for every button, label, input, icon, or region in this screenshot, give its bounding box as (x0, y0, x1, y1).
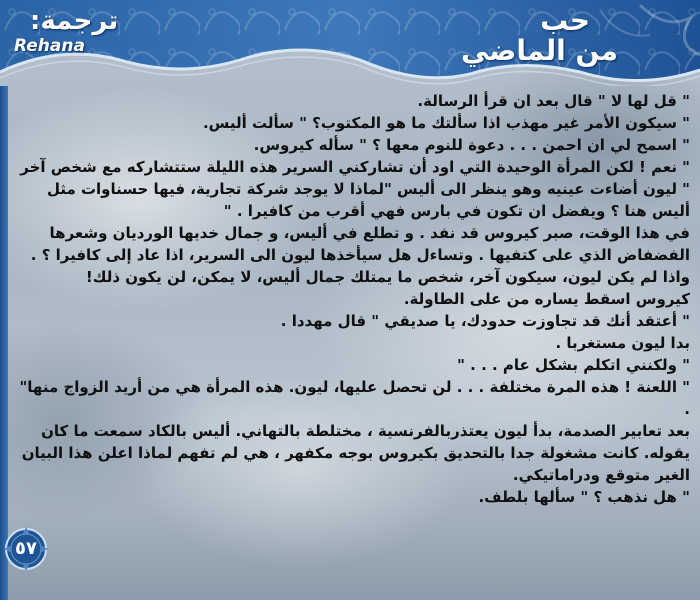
page-number-badge (2, 525, 50, 573)
title-line-2: من الماضي (460, 34, 618, 67)
paragraph: بعد تعابير الصدمة، بدأ ليون يعتذربالفرنسية ، مختلطة بالتهاني. أليس بالكاد سمعت ما كان يقوله. كانت مشغولة جدا بالتحديق بكيروس بوجه مكفهر ، هي لم تفهم لماذا اعلن هذا البيان الغير متوقع ودراماتيكي. (21, 422, 690, 484)
paragraph: " سيكون الأمر غير مهذب اذا سألتك ما هو المكتوب؟ " سألت أليس. (202, 114, 690, 132)
paragraph: " أعتقد أنك قد تجاوزت حدودك، يا صديقي " قال مهددا . (280, 312, 690, 330)
paragraph: بدا ليون مستغربا . (555, 334, 690, 352)
title-line-1: حب (540, 4, 590, 37)
translator-name: Rehana (14, 36, 85, 56)
paragraph: " هل نذهب ؟ " سألها بلطف. (478, 488, 690, 506)
page-number: ٥٧ (15, 538, 37, 559)
paragraph: " قل لها لا " قال بعد ان قرأ الرسالة. (417, 92, 690, 110)
story-text (14, 90, 690, 508)
paragraph: " اسمح لي ان احمن . . . دعوة للنوم معها ؟ " سأله كيروس. (253, 136, 690, 154)
translation-credit-label: ترجمة: (30, 6, 119, 36)
paragraph: في هذا الوقت، صبر كيروس قد نفد . و تطلع في أليس، و جمال خديها الورديان وشعرها الفضفاض الذي على كتفيها . وتساءل هل سيأخذها ليون الى السرير، اذا عاد إلى كافيرا ؟ . واذا لم يكن ليون، سيكون آخر، شخص ما يمتلك جمال أليس، لا يمكن، لن يكون ذلك! (30, 224, 690, 286)
header-banner (0, 0, 700, 86)
left-border-band (0, 86, 8, 600)
paragraph: " نعم ! لكن المرأة الوحيدة التي اود أن تشاركني السرير هذه الليلة ستتشاركه مع شخص آخر " ليون أضاءت عينيه وهو ينظر الى أليس "لماذا لا يوجد شركة تجارية، فيها حسناوات مثل أليس هنا ؟ ويفضل ان تكون في بارس فهي أقرب من كافيرا . " (20, 158, 690, 220)
paragraph: " ولكنني اتكلم بشكل عام . . . " (457, 356, 690, 374)
chapter-title (460, 4, 618, 67)
paragraph: كيروس اسقط يساره من على الطاولة. (403, 290, 690, 308)
paragraph: " اللعنة ! هذه المرة مختلفة . . . لن تحصل عليها، ليون. هذه المرأة هي من أريد الزواج منها" . (19, 378, 690, 418)
